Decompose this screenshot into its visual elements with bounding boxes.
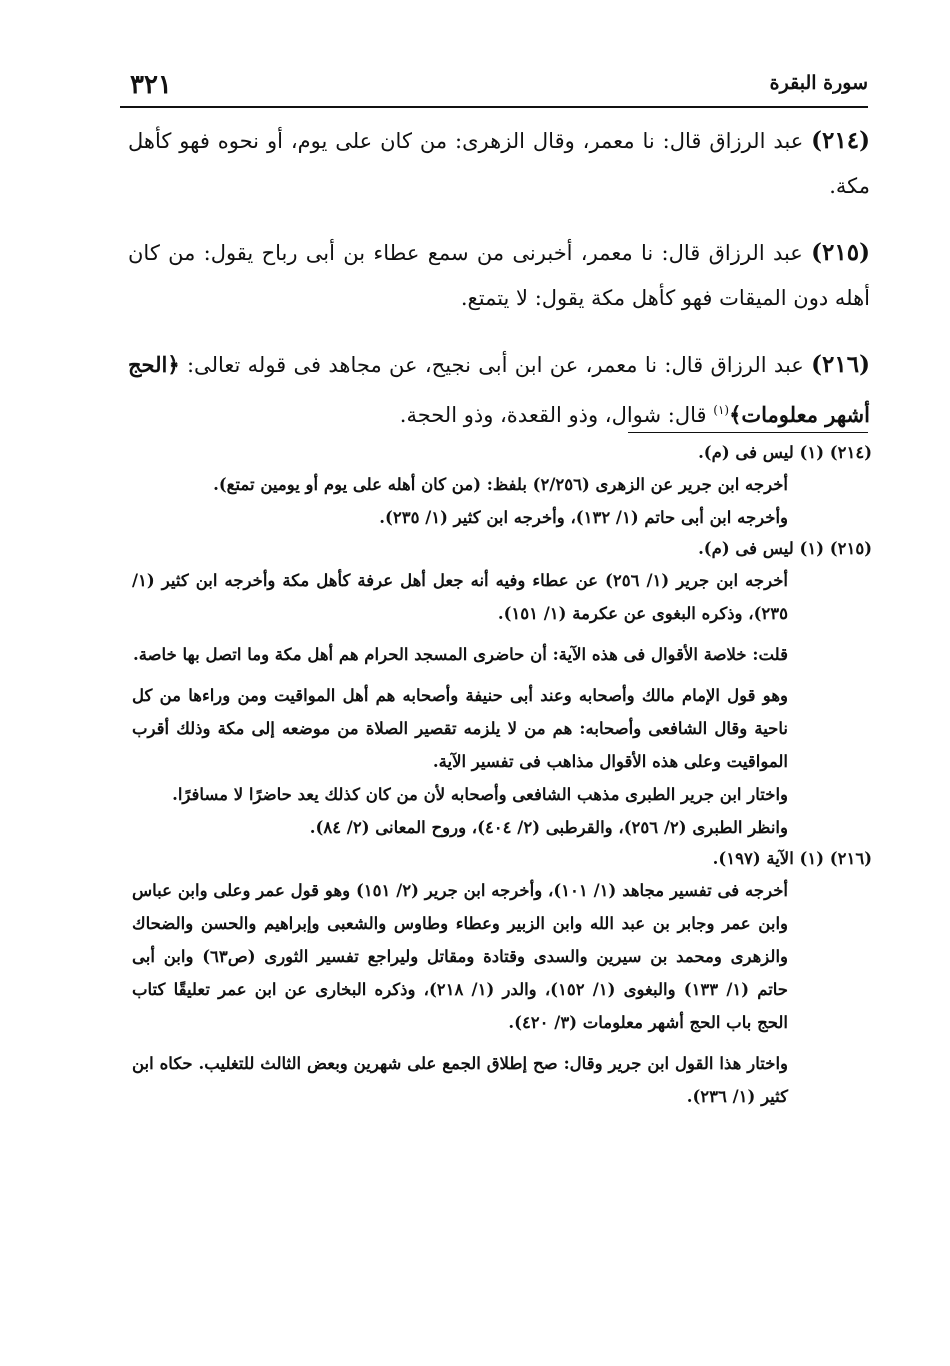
main-text: [128, 118, 870, 454]
quran-verse: ﴿الحج أشهر معلومات﴾: [128, 352, 870, 427]
footnote-line: أخرجه ابن جرير عن الزهرى (٢/٢٥٦) بلفظ: (من كان أهله على يوم أو يومين تمتع).: [213, 475, 788, 494]
hadith-number: (٢١٦): [811, 351, 870, 378]
surah-title: سورة البقرة: [769, 72, 868, 94]
hadith-216: [128, 342, 870, 438]
footnotes: [132, 438, 872, 1113]
hadith-215: [128, 230, 870, 321]
hadith-number: (٢١٤): [811, 127, 870, 154]
hadith-number: (٢١٥): [811, 239, 870, 266]
hadith-text: عبد الرزاق قال: نا معمر، عن ابن أبى نجيح، عن مجاهد فى قوله تعالى:: [186, 353, 804, 377]
page-header: [120, 60, 868, 108]
footnote-line: وأخرجه ابن أبى حاتم (١/ ١٣٢)، وأخرجه ابن كثير (١/ ٢٣٥).: [379, 508, 788, 527]
page-number: ٣٢١: [130, 70, 172, 100]
footnote-line: وانظر الطبرى (٢/ ٢٥٦)، والقرطبى (٢/ ٤٠٤)، وروح المعانى (٢/ ٨٤).: [309, 818, 788, 837]
footnote-body: [132, 874, 788, 1113]
header-rule: [120, 106, 868, 108]
footnote-separator: [628, 432, 868, 433]
footnote-line: أخرجه ابن جرير (١/ ٢٥٦) عن عطاء وفيه أنه جعل أهل عرفة كأهل مكة وأخرجه ابن كثير (١/ ٢٣٥)، وذكره البغوى عن عكرمة (١/ ١٥١).: [132, 571, 788, 623]
footnote-head: (٢١٦) (١) الآية (١٩٧).: [712, 849, 872, 868]
footnote-line: واختار ابن جرير الطبرى مذهب الشافعى وأصحابه لأن من كان كذلك يعد حاضرًا لا مسافرًا.: [172, 785, 788, 804]
hadith-text: عبد الرزاق قال: نا معمر، وقال الزهرى: من كان على يوم، أو نحوه فهو كأهل مكة.: [128, 129, 870, 198]
footnote-line: واختار هذا القول ابن جرير وقال: صح إطلاق الجمع على شهرين وبعض الثالث للتغليب. حكاه ابن كثير (١/ ٢٣٦).: [132, 1054, 788, 1106]
footnote-body: [132, 564, 788, 844]
footnote-body: [132, 468, 788, 534]
footnote-ref: (١): [713, 403, 730, 417]
footnote-head: (٢١٥) (١) ليس فى (م).: [698, 539, 872, 558]
hadith-text: عبد الرزاق قال: نا معمر، أخبرنى من سمع عطاء بن أبى رباح يقول: من كان أهله دون الميقات فهو كأهل مكة يقول: لا يتمتع.: [128, 241, 870, 310]
footnote-head: (٢١٤) (١) ليس فى (م).: [698, 443, 872, 462]
hadith-text: قال: شوال، وذو القعدة، وذو الحجة.: [399, 403, 707, 427]
hadith-214: [128, 118, 870, 209]
footnote-line: قلت: خلاصة الأقوال فى هذه الآية: أن حاضرى المسجد الحرام هم أهل مكة وما اتصل بها خاصة.: [132, 645, 788, 664]
footnote-line: وهو قول الإمام مالك وأصحابه وعند أبى حنيفة وأصحابه هم أهل المواقيت ومن وراءها من كل ناحية وقال الشافعى وأصحابه: هم من لا يلزمه تقصير الصلاة من موضعه إلى مكة وذلك أقرب المواقيت وعلى هذه الأقوال مذاهب فى تفسير الآية.: [132, 686, 788, 771]
footnote-line: أخرجه فى تفسير مجاهد (١/ ١٠١)، وأخرجه ابن جرير (٢/ ١٥١) وهو قول عمر وعلى وابن عباس وابن عمر وجابر بن عبد الله وابن الزبير وعطاء وطاوس والشعبى وإبراهيم والحسن والضحاك والزهرى ومحمد بن سيرين والسدى وقتادة ومقاتل وليراجع تفسير الثورى (ص٦٣) وابن أبى حاتم (١/ ١٣٣) والبغوى (١/ ١٥٢)، والدر (١/ ٢١٨)، وذكره البخارى عن ابن عمر تعليقًا كتاب الحج باب الحج أشهر معلومات (٣/ ٤٢٠).: [132, 881, 789, 1032]
